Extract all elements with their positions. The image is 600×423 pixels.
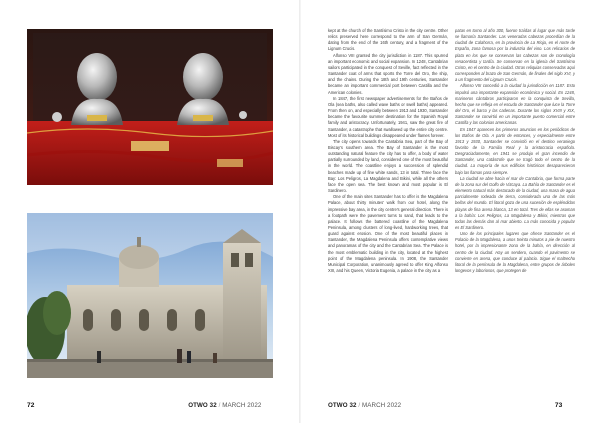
english-paragraph: In 1847, the first newspaper advertisements for the Baños de Ola (sea baths, also called wave baths or swell baths) appeared. From then on, and especially between 1913 and 1930, Santander became the favourite summer destination for the Spanish Royal family and aristocracy. Unfortunately, 1941, saw the great fire of Santander, a catastrophe that swallowed up the entire city centre. Most of its historical buildings disappeared under flames forever. [328,95,448,138]
church-building-image [27,213,273,378]
left-folio-separator: / [218,402,221,409]
right-magazine-name: OTWO 32 [328,402,357,409]
church-building-photo [27,213,273,378]
english-paragraph: The city opens towards the Cantabria Sea, part of the Bay of Biscay's southern area. The Bay of Santander is the most outstanding natural feature the city has to offer, a body of water partially surrounded by land, considered one of the most beautiful in the world. The coastline enjoys a succession of splendid beaches made up of fine white sands, 13 in total. Three face the Bay: Los Peligros, La Magdalena and Bikini, while all the others face the open sea. The best known and most popular is El Sardinero. [328,138,448,194]
left-issue-date: MARCH 2022 [222,402,262,409]
reliquary-busts-image [27,29,273,185]
left-folio [27,402,261,409]
spanish-paragraph: En 1847 aparecen los primeros anuncios en los periódicos de los Baños de Ola. A partir de entonces, y especialmente entre 1913 y 1930, Santander se convirtió en el destino veraniego favorito de la Familia Real y la aristocracia española. Desgraciadamente, en 1941 se produjo el gran incendio de Santander, una catástrofe que se tragó todo el centro de la ciudad. La mayoría de sus edificios históricos desaparecieron bajo las llamas para siempre. [455,126,575,175]
english-paragraph: kept at the church of the Santísimo Cristo in the city centre. Other relics preserved here correspond to the arm of San Germán, dating from the end of the 16th century, and a fragment of the Lignum Crucis. [328,28,448,52]
right-page-number: 73 [554,402,563,409]
right-issue-date: MARCH 2022 [362,402,402,409]
right-folio-separator: / [358,402,361,409]
spanish-text-column [455,28,575,382]
spanish-paragraph: patas en torno al año 300, fueron traídas al lugar que más tarde se llamaría Santander. Las veneradas cabezas procedían de la ciudad de Calahorra, en la provincia de La Rioja, en el norte de España, zona famosa por la industria del vino. Los relicarios de plata en los que se conservan las cabezas son de cronología renacentista y tardía. Se conservan en la iglesia del Santísimo Cristo, en el centro de la ciudad. Otras reliquias conservadas aquí corresponden al brazo de San Germán, de finales del siglo XVI, y a un fragmento del Lignum Crucis. [455,28,575,83]
english-paragraph: One of the main sites Santander has to offer is the Magdalena Palace, about thirty minutes' walk from our hotel, along the impressive bay area, in the city centre's general direction. There is a footpath were the pavement turns to sand, that leads to the palace. It follows the battered coastline of the Magdalena Peninsula, among clusters of long-lived, hardworking trees, that guard against erosion. One of the most beautiful places in Santander, the Magdalena Peninsula offers contemplative views and panoramas of the city and the Cantabrian Sea. The Palace is the most emblematic building in the city, located at the highest point of the Magdalena peninsula. In 1908, the Santander Municipal Corporation, unanimously agreed to offer King Alfonso XIII, and his Queen, Victoria Eugenia, a palace in the city as a [328,194,448,274]
right-folio [328,402,562,409]
spanish-paragraph: Uno de los principales lugares que ofrece Santander es el Palacio de la Magdalena, a unos treinta minutos a pie de nuestro hotel, por la impresionante zona de la bahía, en dirección al centro de la ciudad. Hay un sendero, cuando el pavimento se convierte en arena, que conduce al palacio. Sigue el maltrecho litoral de la península de la Magdalena, entre grupos de árboles longevos y laboriosos, que protegen de [455,231,575,274]
english-paragraph: Alfonso VIII granted the city jurisdiction in 1187. This spurred an important economic and social expansion. In 1248, Cantabrian sailors participated in the conquest of Seville, fact reflected in the Santander coat of arms that sports the Torre del Oro, the ship, and the chains. During the 18th and 19th centuries, Santander became an important commercial port between Castilla and the American colonies. [328,52,448,95]
spanish-paragraph: Alfonso VIII concedió a la ciudad la jurisdicción en 1187. Esto impulsó una importante expansión económica y social. En 1248, marineros cántabros participaron en la conquista de Sevilla, hecho que se refleja en el escudo de Santander que luce la Torre del Oro, el barco y las cadenas. Durante los siglos XVIII y XIX, Santander se convirtió en un importante puerto comercial entre Castilla y las colonias americanas. [455,83,575,126]
left-magazine-name: OTWO 32 [188,402,217,409]
english-text-column [328,28,448,382]
spanish-paragraph: La ciudad se abre hacia el mar de Cantabria, que forma parte de la zona sur del Golfo de Vizcaya. La Bahía de Santander es el elemento natural más destacado de la ciudad, una masa de agua parcialmente rodeada de tierra, considerada una de las más bellas del mundo. El litoral goza de una sucesión de espléndidas playas de fina arena blanca, 13 en total. Tres de ellas se asoman a la bahía: Los Peligros, La Magdalena y Bikini, mientras que todas las demás dan al mar abierto. La más conocida y popular es El Sardinero. [455,175,575,230]
reliquary-busts-photo [27,29,273,185]
left-page-number: 72 [27,402,35,409]
